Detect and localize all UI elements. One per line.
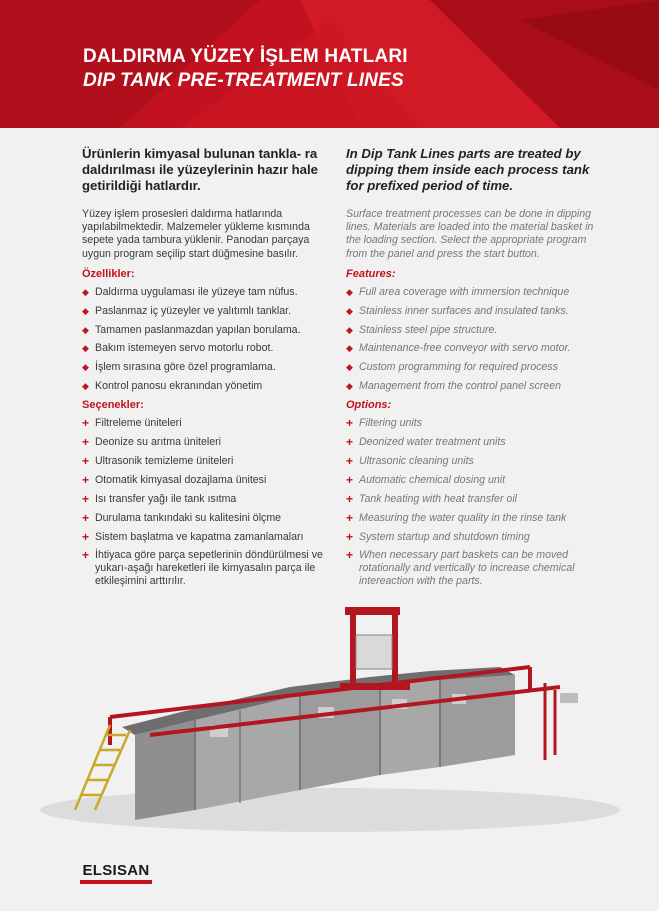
option-item — [346, 455, 598, 468]
feature-item — [346, 342, 598, 355]
plus-bullet-icon: + — [346, 491, 354, 506]
column-turkish — [82, 146, 334, 594]
feature-item — [82, 380, 334, 393]
plus-bullet-icon: + — [82, 491, 90, 506]
diamond-bullet-icon: ◆ — [82, 305, 89, 316]
feature-item — [82, 286, 334, 299]
feature-text: Maintenance-free conveyor with servo motor. — [359, 342, 571, 355]
option-item — [346, 512, 598, 525]
feature-text: Kontrol panosu ekranından yönetim — [95, 380, 263, 393]
diamond-bullet-icon: ◆ — [82, 381, 89, 392]
plus-bullet-icon: + — [82, 472, 90, 487]
header-banner — [0, 0, 659, 128]
option-text: System startup and shutdown timing — [359, 530, 530, 543]
option-item — [82, 436, 334, 449]
diamond-bullet-icon: ◆ — [346, 305, 353, 316]
column-english — [346, 146, 598, 594]
intro-text: Yüzey işlem prosesleri daldırma hatlarında yapılabilmektedir. Malzemeler yükleme kısmında sepete yada tambura yüklenir. Panodan parçaya uygun program seçilip start düğmesine basılır. — [82, 208, 310, 260]
plus-bullet-icon: + — [82, 453, 90, 468]
option-text: Deonized water treatment units — [359, 436, 506, 449]
diamond-bullet-icon: ◆ — [82, 324, 89, 335]
feature-text: Stainless inner surfaces and insulated tanks. — [359, 304, 569, 317]
plus-bullet-icon: + — [346, 435, 354, 450]
diamond-bullet-icon: ◆ — [82, 286, 89, 297]
plus-bullet-icon: + — [82, 529, 90, 544]
dip-tank-line-illustration — [0, 595, 659, 845]
option-text: Automatic chemical dosing unit — [359, 473, 506, 486]
option-text: Measuring the water quality in the rinse tank — [359, 511, 567, 524]
option-item — [82, 531, 334, 544]
lead-text: Ürünlerin kimyasal bulunan tankla- ra daldırılması ile yüzeylerinin hazır hale getirildiği hatlardır. — [82, 146, 318, 193]
plus-bullet-icon: + — [82, 435, 90, 450]
feature-item — [346, 361, 598, 374]
option-text: İhtiyaca göre parça sepetlerinin döndürülmesi ve yukarı-aşağı hareketleri ile kimyasalın parça ile etkileşimini arttırılır. — [95, 549, 323, 588]
feature-item — [82, 342, 334, 355]
plus-bullet-icon: + — [346, 453, 354, 468]
feature-item — [82, 361, 334, 374]
plus-bullet-icon: + — [82, 416, 90, 431]
option-text: Ultrasonic cleaning units — [359, 454, 474, 467]
option-text: Otomatik kimyasal dozajlama ünitesi — [95, 473, 267, 486]
plus-bullet-icon: + — [346, 510, 354, 525]
diamond-bullet-icon: ◆ — [346, 381, 353, 392]
plus-bullet-icon: + — [346, 548, 354, 563]
logo-text: ELSISAN — [82, 862, 150, 879]
feature-item — [82, 305, 334, 318]
lead-text: In Dip Tank Lines parts are treated by dipping them inside each process tank for prefixed period of time. — [346, 146, 590, 193]
plus-bullet-icon: + — [346, 416, 354, 431]
option-text: Sistem başlatma ve kapatma zamanlamaları — [95, 530, 304, 543]
feature-text: Stainless steel pipe structure. — [359, 323, 498, 336]
option-text: Filtering units — [359, 417, 422, 430]
option-text: Filtreleme üniteleri — [95, 417, 182, 430]
option-item — [82, 417, 334, 430]
feature-text: Daldırma uygulaması ile yüzeye tam nüfus. — [95, 285, 298, 298]
option-item — [346, 493, 598, 506]
option-text: Ultrasonik temizleme üniteleri — [95, 454, 234, 467]
option-item — [82, 474, 334, 487]
option-item — [346, 474, 598, 487]
plus-bullet-icon: + — [346, 472, 354, 487]
support-legs — [545, 683, 555, 760]
feature-item — [346, 380, 598, 393]
control-box — [560, 693, 578, 703]
diamond-bullet-icon: ◆ — [346, 362, 353, 373]
title-turkish: DALDIRMA YÜZEY İŞLEM HATLARI — [83, 46, 408, 67]
option-item — [346, 549, 598, 588]
plus-bullet-icon: + — [82, 510, 90, 525]
feature-item — [346, 324, 598, 337]
options-heading: Options: — [346, 399, 392, 412]
option-text: Durulama tankındaki su kalitesini ölçme — [95, 511, 282, 524]
feature-text: İşlem sırasına göre özel programlama. — [95, 361, 276, 374]
option-item — [346, 436, 598, 449]
feature-text: Bakım istemeyen servo motorlu robot. — [95, 342, 274, 355]
diamond-bullet-icon: ◆ — [346, 324, 353, 335]
feature-item — [82, 324, 334, 337]
option-text: Deonize su arıtma üniteleri — [95, 436, 222, 449]
diamond-bullet-icon: ◆ — [82, 343, 89, 354]
option-item — [82, 549, 334, 588]
feature-item — [346, 286, 598, 299]
features-heading: Features: — [346, 267, 396, 280]
option-item — [346, 531, 598, 544]
elsisan-logo — [80, 860, 152, 884]
plus-bullet-icon: + — [346, 529, 354, 544]
feature-item — [346, 305, 598, 318]
feature-text: Full area coverage with immersion technique — [359, 285, 570, 298]
plus-bullet-icon: + — [82, 548, 90, 563]
features-heading: Özellikler: — [82, 267, 135, 280]
logo-bar — [80, 880, 152, 884]
feature-text: Tamamen paslanmazdan yapılan borulama. — [95, 323, 301, 336]
option-text: When necessary part baskets can be moved rotationally and vertically to increase chemical intereaction with the parts. — [359, 549, 575, 588]
option-text: Isı transfer yağı ile tank ısıtma — [95, 492, 237, 505]
options-heading: Seçenekler: — [82, 399, 144, 412]
option-item — [82, 493, 334, 506]
option-item — [82, 455, 334, 468]
diamond-bullet-icon: ◆ — [82, 362, 89, 373]
intro-text: Surface treatment processes can be done in dipping lines. Materials are loaded into the material basket in the loading section. Select the appropriate program from the panel and press the start button. — [346, 208, 594, 260]
option-text: Tank heating with heat transfer oil — [359, 492, 518, 505]
option-item — [82, 512, 334, 525]
feature-text: Management from the control panel screen — [359, 380, 561, 393]
title-english: DIP TANK PRE-TREATMENT LINES — [83, 70, 404, 91]
feature-text: Paslanmaz iç yüzeyler ve yalıtımlı tanklar. — [95, 304, 292, 317]
feature-text: Custom programming for required process — [359, 361, 559, 374]
option-item — [346, 417, 598, 430]
diamond-bullet-icon: ◆ — [346, 286, 353, 297]
diamond-bullet-icon: ◆ — [346, 343, 353, 354]
